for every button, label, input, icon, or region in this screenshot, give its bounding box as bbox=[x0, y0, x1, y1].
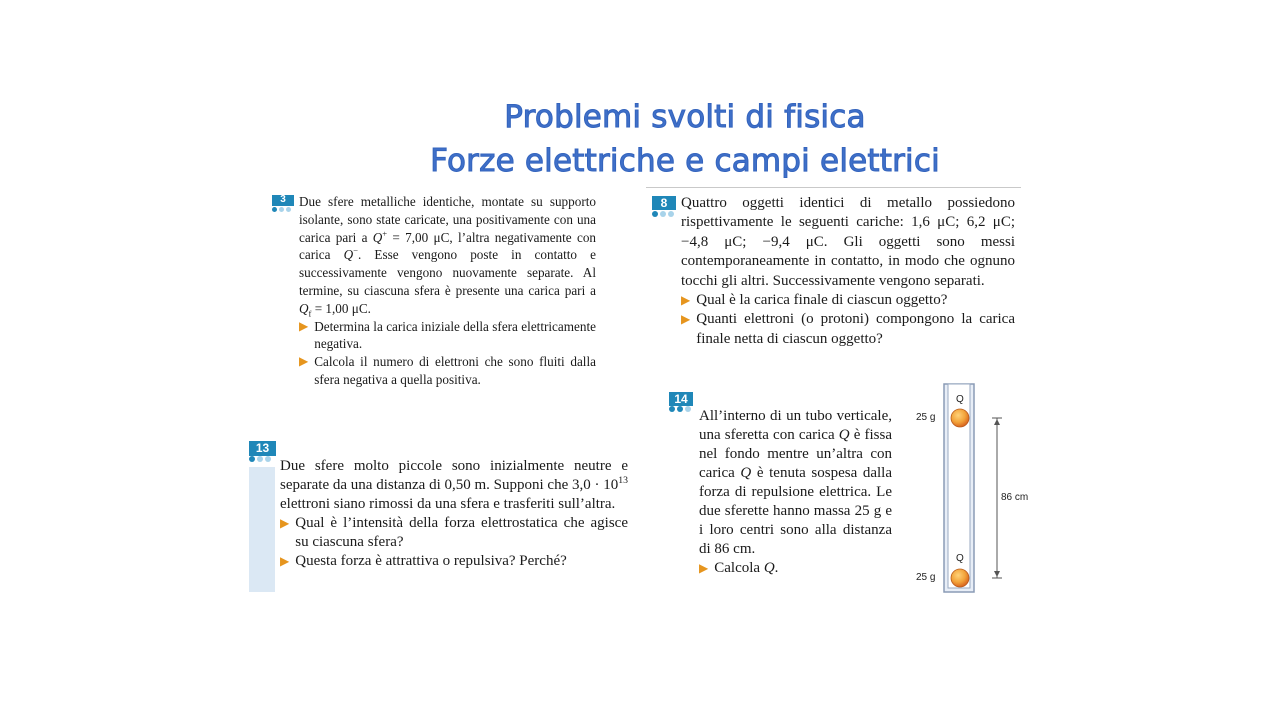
top-charge-label: Q bbox=[956, 394, 964, 405]
bullet-triangle-icon: ▶ bbox=[299, 318, 309, 333]
problem-text bbox=[681, 194, 1015, 349]
difficulty-dot-empty bbox=[265, 456, 271, 462]
problem-intro: Quattro oggetti identici di metallo possiedono rispettivamente le seguenti cariche: 1,6 μC; 6,2 μC; −4,8 μC; −9,4 μC. Gli oggetti sono messi contemporaneamente in contatto, in modo che ognuno tocchi gli altri. Successivamente vengono separati. bbox=[681, 195, 1015, 289]
bullet-triangle-icon: ▶ bbox=[681, 293, 691, 308]
problem-text bbox=[299, 193, 596, 389]
difficulty-dots bbox=[669, 406, 691, 412]
question-bullet: ▶ Qual è la carica finale di ciascun oggetto? bbox=[681, 291, 1015, 310]
problem-text bbox=[699, 407, 892, 578]
question-bullet: ▶ Calcola Q. bbox=[699, 560, 779, 576]
bullet-triangle-icon: ▶ bbox=[681, 312, 691, 327]
arrowhead-down bbox=[994, 571, 1000, 577]
difficulty-dot-empty bbox=[279, 207, 284, 212]
difficulty-dot-empty bbox=[668, 211, 674, 217]
difficulty-dot-empty bbox=[286, 207, 291, 212]
tube-figure bbox=[910, 380, 1035, 600]
distance-label: 86 cm bbox=[1001, 492, 1029, 503]
question-bullet: ▶ Quanti elettroni (o protoni) compongono la carica finale netta di ciascun oggetto? bbox=[681, 310, 1015, 349]
title-line-2: Forze elettriche e campi elettrici bbox=[430, 143, 940, 179]
problem-intro: All’interno di un tubo verticale, una sferetta con carica Q è fissa nel fondo mentre un’altra con carica Q è tenuta sospesa dalla forza di repulsione elettrica. Le due sferette hanno massa 25 g e i loro centri sono alla distanza di 86 cm. bbox=[699, 408, 892, 557]
question-bullet: ▶ Calcola il numero di elettroni che sono fluiti dalla sfera negativa a quella positiva. bbox=[299, 354, 596, 387]
problem-intro: Due sfere molto piccole sono inizialmente neutre e separate da una distanza di 0,50 m. Supponi che $3,0 \cdot 10^{13}$ elettroni siano rimossi da una sfera e trasferiti sull’altra. bbox=[280, 458, 628, 512]
difficulty-dot-filled bbox=[677, 406, 683, 412]
bullet-triangle-icon: ▶ bbox=[699, 561, 709, 575]
difficulty-dots bbox=[272, 207, 291, 212]
top-mass-label: 25 g bbox=[916, 412, 936, 423]
problem-sidebar bbox=[249, 467, 275, 592]
question-bullet: ▶ Questa forza è attrattiva o repulsiva? Perché? bbox=[280, 553, 567, 569]
problem-text bbox=[280, 457, 628, 571]
problem-number-badge: 8 bbox=[652, 196, 676, 210]
top-sphere bbox=[951, 409, 969, 427]
bullet-triangle-icon: ▶ bbox=[280, 516, 290, 530]
section-divider bbox=[646, 187, 1021, 188]
difficulty-dot-filled bbox=[652, 211, 658, 217]
bottom-charge-label: Q bbox=[956, 553, 964, 564]
arrowhead-up bbox=[994, 419, 1000, 425]
bullet-triangle-icon: ▶ bbox=[280, 554, 290, 568]
question-bullet: ▶ Determina la carica iniziale della sfera elettricamente negativa. bbox=[299, 318, 596, 352]
bottom-sphere bbox=[951, 569, 969, 587]
difficulty-dot-empty bbox=[257, 456, 263, 462]
difficulty-dots bbox=[652, 211, 674, 217]
title-line-1: Problemi svolti di fisica bbox=[504, 99, 866, 135]
problem-intro: Due sfere metalliche identiche, montate su supporto isolante, sono state caricate, una positivamente con una carica pari a Q+ = 7,00 μC, l’altra negativamente con carica Q−. Esse vengono poste in contatto e successivamente vengono nuovamente separate. Al termine, su ciascuna sfera è presente una carica pari a $Q_f = 1,00$ μC. bbox=[299, 194, 597, 319]
difficulty-dot-filled bbox=[249, 456, 255, 462]
difficulty-dot-filled bbox=[669, 406, 675, 412]
difficulty-dot-empty bbox=[660, 211, 666, 217]
problem-number-badge: 13 bbox=[249, 441, 276, 456]
difficulty-dot-empty bbox=[685, 406, 691, 412]
problem-number-badge: 14 bbox=[669, 392, 693, 406]
question-bullet: ▶ Qual è l’intensità della forza elettrostatica che agisce su ciascuna sfera? bbox=[280, 515, 628, 550]
difficulty-dot-filled bbox=[272, 207, 277, 212]
bottom-mass-label: 25 g bbox=[916, 572, 936, 583]
problem-number-badge: 3 bbox=[272, 195, 294, 206]
bullet-triangle-icon: ▶ bbox=[299, 354, 309, 369]
difficulty-dots bbox=[249, 456, 271, 462]
